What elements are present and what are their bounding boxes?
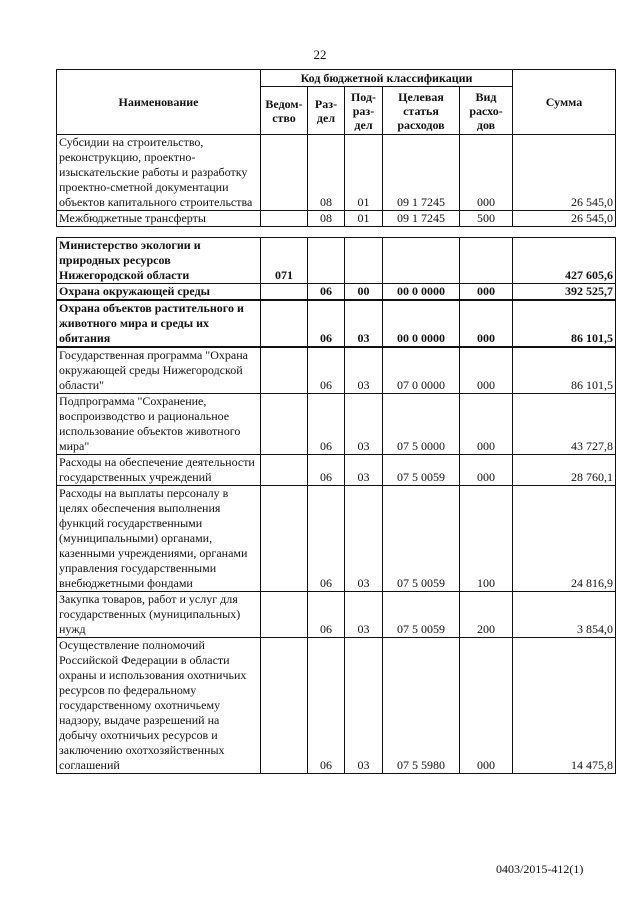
- header-code-group: Код бюджетной классификации: [261, 70, 513, 87]
- row-vid: 000: [460, 284, 513, 301]
- row-podrazdel: 01: [345, 135, 383, 211]
- row-vid: 000: [460, 347, 513, 394]
- row-razdel: 06: [308, 300, 345, 347]
- row-name: Охрана окружающей среды: [57, 284, 261, 301]
- row-ved: [261, 135, 308, 211]
- row-summa: 43 727,8: [513, 394, 616, 455]
- row-podrazdel: [345, 238, 383, 284]
- row-celevaya: 00 0 0000: [383, 300, 460, 347]
- row-ved: [261, 394, 308, 455]
- row-ved: [261, 455, 308, 486]
- row-summa: 14 475,8: [513, 638, 616, 774]
- row-celevaya: 00 0 0000: [383, 284, 460, 301]
- row-name: Расходы на обеспечение деятельности государственных учреждений: [57, 455, 261, 486]
- header-celevaya: Целевая статья расходов: [383, 87, 460, 135]
- row-celevaya: 07 5 0059: [383, 486, 460, 592]
- header-vedomstvo: Ведом-ство: [261, 87, 308, 135]
- row-name: Межбюджетные трансферты: [57, 211, 261, 227]
- row-celevaya: 07 5 5980: [383, 638, 460, 774]
- row-summa: 86 101,5: [513, 300, 616, 347]
- row-razdel: 06: [308, 394, 345, 455]
- row-name: Министерство экологии и природных ресурсов Нижегородской области: [57, 238, 261, 284]
- row-summa: 26 545,0: [513, 211, 616, 227]
- table-row: [57, 347, 616, 394]
- row-name: Закупка товаров, работ и услуг для государственных (муниципальных) нужд: [57, 592, 261, 638]
- row-summa: 3 854,0: [513, 592, 616, 638]
- row-summa: 28 760,1: [513, 455, 616, 486]
- table-row: [57, 284, 616, 301]
- row-podrazdel: 03: [345, 455, 383, 486]
- row-razdel: [308, 238, 345, 284]
- row-summa: 392 525,7: [513, 284, 616, 301]
- row-name: Подпрограмма "Сохранение, воспроизводство и рациональное использование объектов животного мира": [57, 394, 261, 455]
- row-razdel: 06: [308, 638, 345, 774]
- row-celevaya: 07 5 0059: [383, 592, 460, 638]
- table-row: [57, 592, 616, 638]
- row-summa: 427 605,6: [513, 238, 616, 284]
- row-podrazdel: 01: [345, 211, 383, 227]
- row-vid: 000: [460, 300, 513, 347]
- footer-code: 0403/2015-412(1): [496, 862, 584, 876]
- row-celevaya: 09 1 7245: [383, 135, 460, 211]
- row-vid: 000: [460, 135, 513, 211]
- row-celevaya: [383, 238, 460, 284]
- row-vid: 200: [460, 592, 513, 638]
- row-podrazdel: 03: [345, 638, 383, 774]
- row-ved: [261, 486, 308, 592]
- row-podrazdel: 03: [345, 300, 383, 347]
- spacer-row: [57, 227, 616, 238]
- row-razdel: 06: [308, 347, 345, 394]
- table-row: [57, 455, 616, 486]
- header-summa: Сумма: [513, 70, 616, 135]
- budget-table: [56, 69, 616, 774]
- row-summa: 86 101,5: [513, 347, 616, 394]
- row-podrazdel: 03: [345, 394, 383, 455]
- table-row: [57, 638, 616, 774]
- table-row: [57, 486, 616, 592]
- header-vid: Вид расхо-дов: [460, 87, 513, 135]
- row-ved: [261, 284, 308, 301]
- row-podrazdel: 03: [345, 592, 383, 638]
- table-row: [57, 135, 616, 211]
- row-celevaya: 07 5 0059: [383, 455, 460, 486]
- row-name: Субсидии на строительство, реконструкцию, проектно-изыскательские работы и разработку проектно-сметной документации объектов капитального строительства: [57, 135, 261, 211]
- row-summa: 26 545,0: [513, 135, 616, 211]
- row-summa: 24 816,9: [513, 486, 616, 592]
- row-vid: 500: [460, 211, 513, 227]
- header-podrazdel: Под-раз-дел: [345, 87, 383, 135]
- row-name: Государственная программа "Охрана окружающей среды Нижегородской области": [57, 347, 261, 394]
- table-row: [57, 211, 616, 227]
- row-vid: [460, 238, 513, 284]
- header-name: Наименование: [57, 70, 261, 135]
- page-number: 22: [313, 47, 327, 62]
- row-vid: 100: [460, 486, 513, 592]
- row-razdel: 06: [308, 284, 345, 301]
- row-name: Охрана объектов растительного и животного мира и среды их обитания: [57, 300, 261, 347]
- header-razdel: Раз-дел: [308, 87, 345, 135]
- row-celevaya: 09 1 7245: [383, 211, 460, 227]
- row-celevaya: 07 0 0000: [383, 347, 460, 394]
- row-podrazdel: 00: [345, 284, 383, 301]
- row-podrazdel: 03: [345, 347, 383, 394]
- row-name: Расходы на выплаты персоналу в целях обеспечения выполнения функций государственными (муниципальными) органами, казенными учреждениями, органами управления государственными внебюджетными фондами: [57, 486, 261, 592]
- row-ved: [261, 638, 308, 774]
- row-vid: 000: [460, 638, 513, 774]
- row-vid: 000: [460, 394, 513, 455]
- row-ved: [261, 592, 308, 638]
- row-ved: [261, 300, 308, 347]
- row-celevaya: 07 5 0000: [383, 394, 460, 455]
- row-name: Осуществление полномочий Российской Федерации в области охраны и использования охотничьих ресурсов по федеральному государственному охотничьему надзору, выдаче разрешений на добычу охотничьих ресурсов и заключению охотхозяйственных соглашений: [57, 638, 261, 774]
- row-ved: [261, 347, 308, 394]
- row-razdel: 06: [308, 455, 345, 486]
- row-ved: [261, 211, 308, 227]
- row-ved: 071: [261, 238, 308, 284]
- table-row: [57, 238, 616, 284]
- row-razdel: 08: [308, 211, 345, 227]
- table-row: [57, 300, 616, 347]
- row-razdel: 06: [308, 486, 345, 592]
- row-razdel: 06: [308, 592, 345, 638]
- table-row: [57, 394, 616, 455]
- row-vid: 000: [460, 455, 513, 486]
- row-podrazdel: 03: [345, 486, 383, 592]
- row-razdel: 08: [308, 135, 345, 211]
